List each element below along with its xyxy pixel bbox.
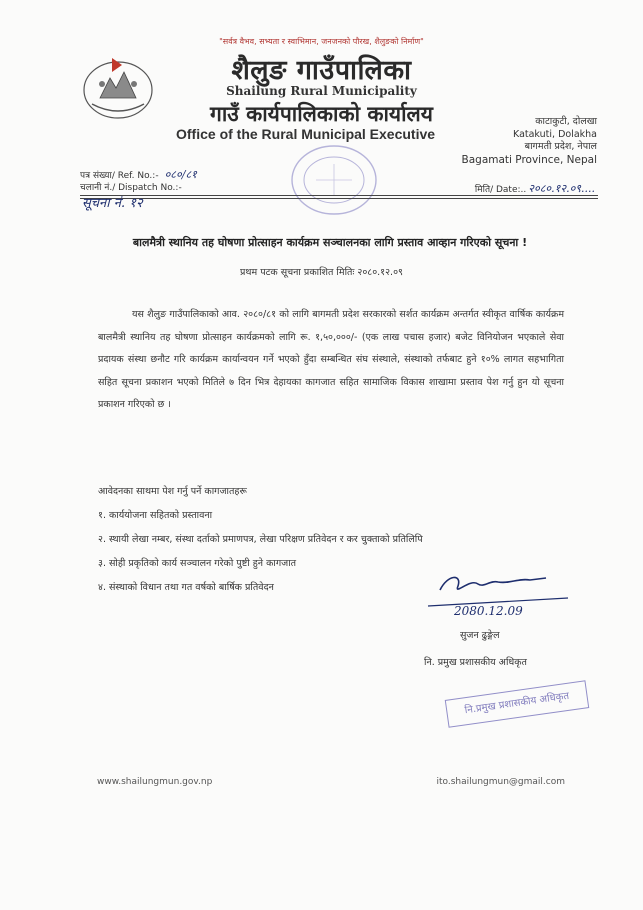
motto: "सर्वत्र वैभव, सभ्यता र स्वाभिमान, जनजनको पौरख, शैलुङको निर्माण"	[219, 37, 424, 46]
publication-date: प्रथम पटक सूचना प्रकाशित मितिः २०८०.१२.०९	[240, 267, 403, 278]
office-seal-stamp	[286, 140, 382, 220]
notice-number: सूचना नं. १२	[82, 196, 143, 211]
dispatch-label: चलानी नं./ Dispatch No.:-	[80, 183, 182, 193]
ref-label: पत्र संख्या/ Ref. No.:-	[80, 171, 159, 181]
signer-title: नि. प्रमुख प्रशासकीय अधिकृत	[424, 657, 527, 668]
letter-date	[475, 181, 595, 196]
municipality-name-english: Shailung Rural Municipality	[226, 84, 417, 98]
date-value: २०८०.१२.०९....	[528, 182, 595, 195]
notice-subject: बालमैत्री स्थानिय तह घोषणा प्रोत्साहन कार्यक्रम सञ्चालनका लागि प्रस्ताव आव्हान गरिएको सूचना !	[132, 236, 528, 249]
office-name-english: Office of the Rural Municipal Executive	[176, 126, 436, 142]
footer-website: www.shailungmun.gov.np	[97, 777, 213, 787]
header-divider	[80, 195, 598, 199]
address-line2-np: बागमती प्रदेश, नेपाल	[524, 141, 597, 152]
office-address	[462, 116, 597, 166]
documents-heading: आवेदनका साथमा पेश गर्नु पर्ने कागजातहरू	[98, 486, 247, 497]
office-name-nepali: गाउँ कार्यपालिकाको कार्यालय	[210, 102, 433, 126]
list-item: ४. संस्थाको विधान तथा गत वर्षको बार्षिक प्रतिवेदन	[98, 582, 274, 593]
designation-stamp: नि.प्रमुख प्रशासकीय अधिकृत	[445, 680, 590, 727]
address-line1-np: काटाकुटी, दोलखा	[535, 116, 597, 127]
ref-value: ०८०/८१	[164, 168, 197, 181]
notice-body	[98, 304, 564, 417]
date-label: मिति/ Date:..	[474, 185, 527, 195]
footer-email: ito.shailungmun@gmail.com	[436, 777, 565, 787]
address-line1-en: Katakuti, Dolakha	[513, 128, 597, 140]
list-item: १. कार्ययोजना सहितको प्रस्तावना	[98, 510, 213, 521]
signature-date: 2080.12.09	[454, 604, 523, 618]
municipality-name-nepali: शैलुङ गाउँपालिका	[231, 55, 412, 86]
dispatch-number	[80, 180, 182, 193]
list-item: २. स्थायी लेखा नम्बर, संस्था दर्ताको प्रमाणपत्र, लेखा परिक्षण प्रतिवेदन र कर चुक्ताको प्रतिलिपि	[98, 534, 423, 545]
signer-name: सुजन ढुङ्गेल	[460, 630, 500, 641]
address-line2-en: Bagamati Province, Nepal	[461, 153, 597, 166]
list-item: ३. सोही प्रकृतिको कार्य सञ्चालन गरेको पुष्टी हुने कागजात	[98, 558, 297, 569]
notice-paragraph: यस शैलुङ गाउँपालिकाको आव. २०८०/८१ को लागि बागमती प्रदेश सरकारको सर्शत कार्यक्रम अन्तर्गत स्वीकृत वार्षिक कार्यक्रम बालमैत्री स्थानिय तह घोषणा प्रोत्साहन कार्यक्रमको लागि रू. १,५०,०००/- (एक लाख पचास हजार) बजेट विनियोजन भएकाले सेवा प्रदायक संस्था छनौट गरि कार्यक्रम कार्यान्वयन गर्ने भएको हुँदा सम्बन्धित संघ संस्थाले, संस्थाको तर्फबाट हुने १०% लागत सहभागिता सहित सूचना प्रकाशन भएको मितिले ७ दिन भित्र देहायका कागजात सहित सामाजिक विकास शाखामा प्रस्ताव पेश गर्नु हुन यो सूचना प्रकाशन गरिएको छ ।	[98, 309, 564, 410]
